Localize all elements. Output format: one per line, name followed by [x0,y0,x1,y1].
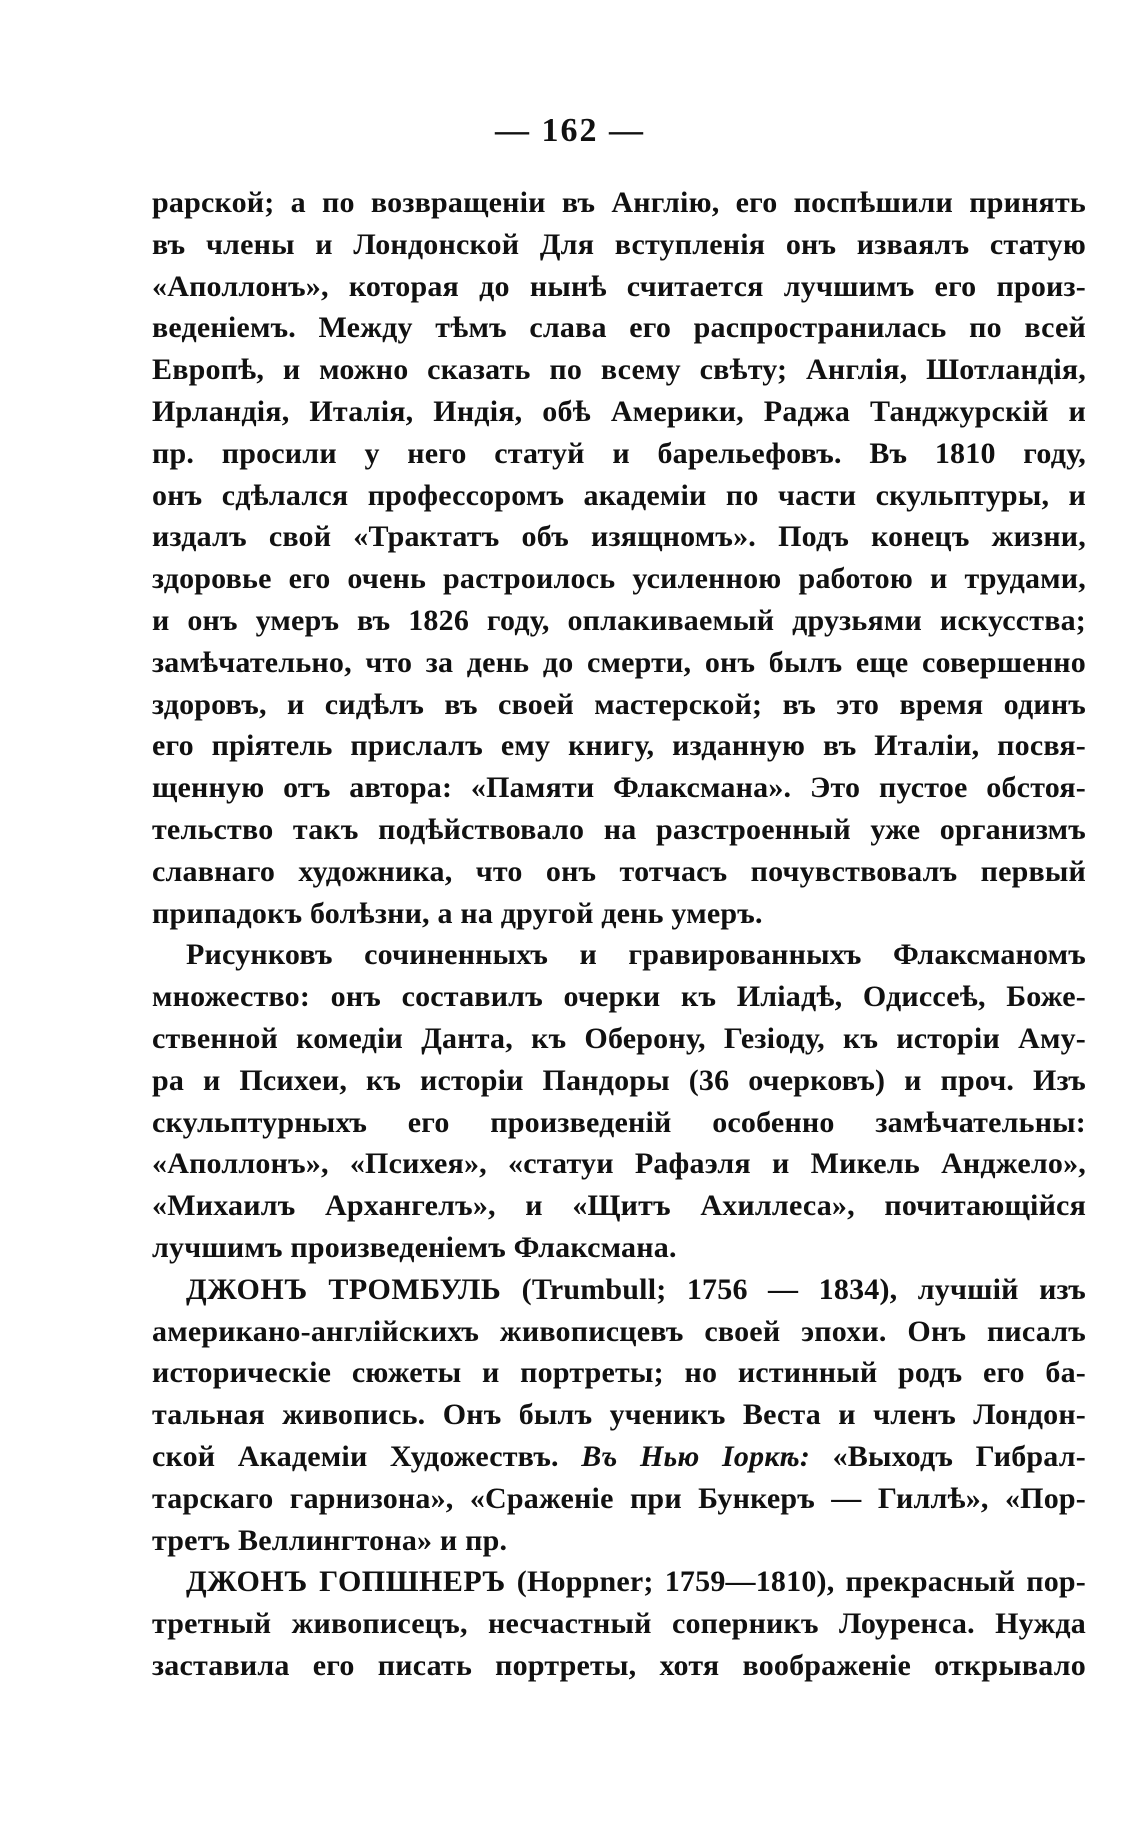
text-line: скульптурныхъ его произведеній особенно замѣчательны: [152,1105,1086,1139]
text-line: заставила его писать портреты, хотя воображеніе открывало [152,1648,1086,1682]
text-line: «Михаилъ Архангелъ», и «Щитъ Ахиллеса», почитающійся [152,1189,1086,1223]
entry-dates: (Hoppner; 1759—1810), прекрасный пор- [505,1565,1086,1599]
text-line: пр. просили у него статуй и барельефовъ. Въ 1810 году, [152,436,1086,470]
text-line [152,1269,1086,1311]
text-line: здоровъ, и сидѣлъ въ своей мастерской; въ это время одинъ [152,687,1086,721]
text-line: Ирландія, Италія, Индія, обѣ Америки, Раджа Танджурскій и [152,394,1086,428]
text-line: тальная живопись. Онъ былъ ученикъ Веста и членъ Лондон- [152,1398,1086,1432]
text-line: онъ сдѣлался профессоромъ академіи по части скульптуры, и [152,478,1086,512]
text-line: «Аполлонъ», которая до нынѣ считается лучшимъ его произ- [152,269,1086,303]
text-line: въ члены и Лондонской Для вступленія онъ изваялъ статую [152,227,1086,261]
text-line: третъ Веллингтона» и пр. [152,1523,508,1557]
text-line: издалъ свой «Трактатъ объ изящномъ». Подъ конецъ жизни, [152,520,1086,554]
body-text [152,182,1086,1687]
paragraph-hoppner [152,1561,1086,1686]
text-line: множество: онъ составилъ очерки къ Иліадѣ, Одиссеѣ, Боже- [152,980,1086,1014]
text-line: щенную отъ автора: «Памяти Флаксмана». Это пустое обстоя- [152,771,1086,805]
text-line: тельство такъ подѣйствовало на разстроенный уже организмъ [152,812,1086,846]
text-line: историческіе сюжеты и портреты; но истинный родъ его ба- [152,1356,1086,1390]
text-line: Рисунковъ сочиненныхъ и гравированныхъ Флаксманомъ [186,938,1086,972]
text-line: его пріятель прислалъ ему книгу, изданную въ Италіи, посвя- [152,729,1086,763]
text-line: третный живописецъ, несчастный соперникъ Лоуренса. Нужда [152,1607,1086,1641]
entry-heading: ДЖОНЪ ГОПШНЕРЪ [186,1565,506,1599]
entry-dates: (Trumbull; 1756 — 1834), лучшій изъ [501,1272,1086,1306]
text-fragment: ской Академіи Художествъ. [152,1439,582,1473]
text-line: рарской; а по возвращеніи въ Англію, его поспѣшили принять [152,186,1086,219]
entry-heading: ДЖОНЪ ТРОМБУЛЬ [186,1272,502,1306]
text-line: ственной комедіи Данта, къ Оберону, Гезіоду, къ исторіи Аму- [152,1021,1086,1055]
text-line: «Аполлонъ», «Психея», «статуи Рафаэля и Микель Анджело», [152,1147,1086,1181]
text-line: американо-англійскихъ живописцевъ своей эпохи. Онъ писалъ [152,1314,1086,1348]
text-line: тарскаго гарнизона», «Сраженіе при Бункеръ — Гиллѣ», «Пор- [152,1481,1086,1515]
paragraph-flaxman-works [152,934,1086,1268]
text-line: лучшимъ произведеніемъ Флаксмана. [152,1230,677,1264]
text-line: славнаго художника, что онъ тотчасъ почувствовалъ первый [152,854,1086,888]
text-line: здоровье его очень растроилось усиленною работою и трудами, [152,562,1086,596]
text-line: ра и Психеи, къ исторіи Пандоры (36 очерковъ) и проч. Изъ [152,1063,1086,1097]
text-line: Европѣ, и можно сказать по всему свѣту; Англія, Шотландія, [152,353,1086,387]
text-line [152,1436,1086,1478]
text-line: припадокъ болѣзни, а на другой день умеръ. [152,896,763,930]
page-number: — 162 — [495,112,645,149]
text-line: веденіемъ. Между тѣмъ слава его распространилась по всей [152,311,1086,345]
paragraph-trumbull [152,1269,1086,1562]
text-line: и онъ умеръ въ 1826 году, оплакиваемый друзьями искусства; [152,603,1086,637]
paragraph-flaxman-biography [152,182,1086,934]
italic-location: Въ Нью Іоркѣ: [581,1439,811,1473]
text-line: замѣчательно, что за день до смерти, онъ былъ еще совершенно [152,645,1086,679]
text-fragment: «Выходъ Гибрал- [810,1439,1086,1473]
text-line [152,1561,1086,1603]
